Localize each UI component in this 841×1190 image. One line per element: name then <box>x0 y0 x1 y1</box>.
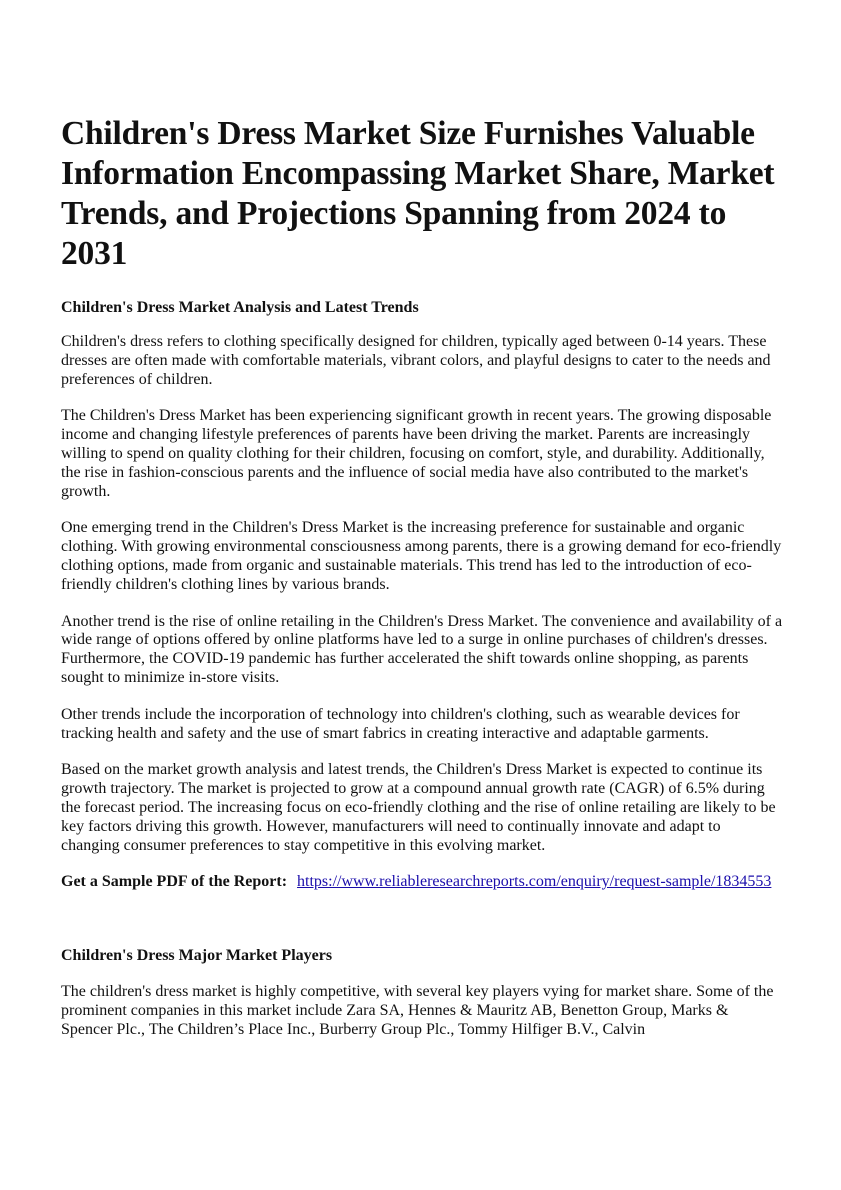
paragraph-online-trend: Another trend is the rise of online retailing in the Children's Dress Market. The convenience and availability of a wide range of options offered by online platforms have led to a surge in online purchases of children's dresses. Furthermore, the COVID-19 pandemic has further accelerated the shift towards online shopping, as parents sought to minimize in-store visits. <box>61 612 783 686</box>
document-page <box>61 114 783 1058</box>
sample-report-line <box>61 873 783 892</box>
paragraph-players: The children's dress market is highly competitive, with several key players vying for market share. Some of the prominent companies in this market include Zara SA, Hennes & Mauritz AB, Benetton Group, Marks & Spencer Plc., The Children’s Place Inc., Burberry Group Plc., Tommy Hilfiger B.V., Calvin <box>61 983 774 1038</box>
sample-report-label: Get a Sample PDF of the Report: <box>61 873 288 891</box>
section-heading-players: Children's Dress Major Market Players <box>61 947 333 965</box>
paragraph-forecast: Based on the market growth analysis and latest trends, the Children's Dress Market is expected to continue its growth trajectory. The market is projected to grow at a compound annual growth rate (CAGR) of 6.5% during the forecast period. The increasing focus on eco-friendly clothing and the rise of online retailing are likely to be key factors driving this growth. However, manufacturers will need to continually innovate and adapt to changing consumer preferences to stay competitive in this evolving market. <box>61 761 776 854</box>
section-heading-analysis: Children's Dress Market Analysis and Latest Trends <box>61 299 419 316</box>
sample-report-link[interactable]: https://www.reliableresearchreports.com/enquiry/request-sample/1834553 <box>297 873 772 891</box>
page-title: Children's Dress Market Size Furnishes Valuable Information Encompassing Market Share, Market Trends, and Projections Spanning from 2024 to 2031 <box>61 115 775 272</box>
paragraph-technology-trend: Other trends include the incorporation of technology into children's clothing, such as wearable devices for tracking health and safety and the use of smart fabrics in creating interactive and adaptable garments. <box>61 705 740 742</box>
paragraph-definition: Children's dress refers to clothing specifically designed for children, typically aged between 0-14 years. These dresses are often made with comfortable materials, vibrant colors, and playful designs to cater to the needs and preferences of children. <box>61 333 771 388</box>
paragraph-sustainable-trend: One emerging trend in the Children's Dress Market is the increasing preference for sustainable and organic clothing. With growing environmental consciousness among parents, there is a growing demand for eco-friendly clothing options, made from organic and sustainable materials. This trend has led to the introduction of eco-friendly children's clothing lines by various brands. <box>61 519 782 593</box>
paragraph-growth: The Children's Dress Market has been experiencing significant growth in recent years. The growing disposable income and changing lifestyle preferences of parents have been driving the market. Parents are increasingly willing to spend on quality clothing for their children, focusing on comfort, style, and durability. Additionally, the rise in fashion-conscious parents and the influence of social media have also contributed to the market's growth. <box>61 407 772 500</box>
